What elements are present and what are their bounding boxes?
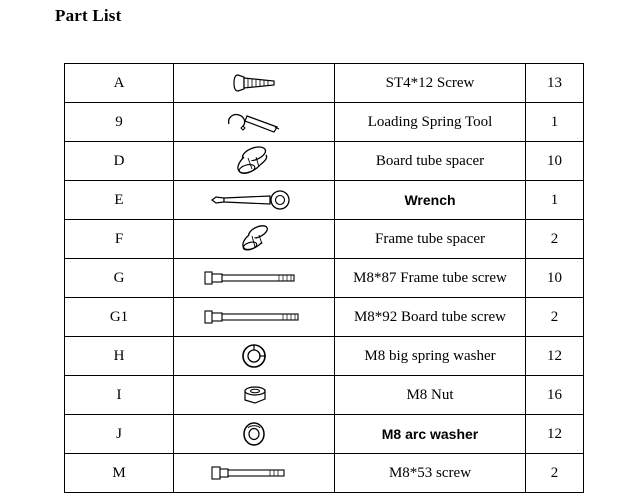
part-qty: 10 [526, 142, 584, 181]
part-list-table [64, 63, 584, 493]
part-description: ST4*12 Screw [335, 64, 526, 103]
part-qty: 2 [526, 298, 584, 337]
part-description [335, 259, 526, 298]
part-image-cell [174, 181, 335, 220]
table-row [65, 454, 584, 493]
table-row [65, 103, 584, 142]
screw-st4-icon [174, 64, 334, 102]
frame-tube-spacer-icon [174, 220, 334, 258]
part-code: M [65, 454, 174, 493]
part-code: J [65, 415, 174, 454]
loading-spring-tool-icon [174, 103, 334, 141]
part-code: A [65, 64, 174, 103]
table-row [65, 64, 584, 103]
page-title: Part List [55, 6, 122, 25]
short-bolt-icon [174, 454, 334, 492]
part-code: H [65, 337, 174, 376]
part-qty: 12 [526, 415, 584, 454]
part-image-cell [174, 337, 335, 376]
wrench-icon [174, 181, 334, 219]
board-tube-spacer-icon [174, 142, 334, 180]
part-image-cell [174, 64, 335, 103]
part-qty: 1 [526, 181, 584, 220]
table-row [65, 376, 584, 415]
part-description: M8 Nut [335, 376, 526, 415]
part-qty: 12 [526, 337, 584, 376]
spring-washer-icon [174, 337, 334, 375]
part-description: Board tube spacer [335, 142, 526, 181]
part-code: 9 [65, 103, 174, 142]
part-qty: 10 [526, 259, 584, 298]
part-code: E [65, 181, 174, 220]
table-row [65, 298, 584, 337]
part-description: M8 big spring washer [335, 337, 526, 376]
table-row [65, 415, 584, 454]
part-description: M8 arc washer [335, 415, 526, 454]
part-description: M8*92 Board tube screw [335, 298, 526, 337]
part-description: Frame tube spacer [335, 220, 526, 259]
part-image-cell [174, 376, 335, 415]
part-description: M8*53 screw [335, 454, 526, 493]
part-image-cell [174, 103, 335, 142]
table-row [65, 337, 584, 376]
long-bolt-icon [174, 298, 334, 336]
part-description: Loading Spring Tool [335, 103, 526, 142]
part-code: F [65, 220, 174, 259]
table-row [65, 259, 584, 298]
part-qty: 2 [526, 220, 584, 259]
part-code: I [65, 376, 174, 415]
part-qty: 2 [526, 454, 584, 493]
part-code: D [65, 142, 174, 181]
nut-icon [174, 376, 334, 414]
part-image-cell [174, 298, 335, 337]
part-qty: 16 [526, 376, 584, 415]
part-image-cell [174, 142, 335, 181]
part-code: G [65, 259, 174, 298]
part-description: Wrench [335, 181, 526, 220]
part-qty: 1 [526, 103, 584, 142]
part-image-cell [174, 454, 335, 493]
table-row [65, 181, 584, 220]
part-image-cell [174, 220, 335, 259]
part-qty: 13 [526, 64, 584, 103]
part-code: G1 [65, 298, 174, 337]
table-row [65, 220, 584, 259]
part-image-cell [174, 259, 335, 298]
part-image-cell [174, 415, 335, 454]
long-bolt-icon [174, 259, 334, 297]
arc-washer-icon [174, 415, 334, 453]
part-description-text: M8*87 Frame tube screw [353, 270, 507, 286]
table-row [65, 142, 584, 181]
